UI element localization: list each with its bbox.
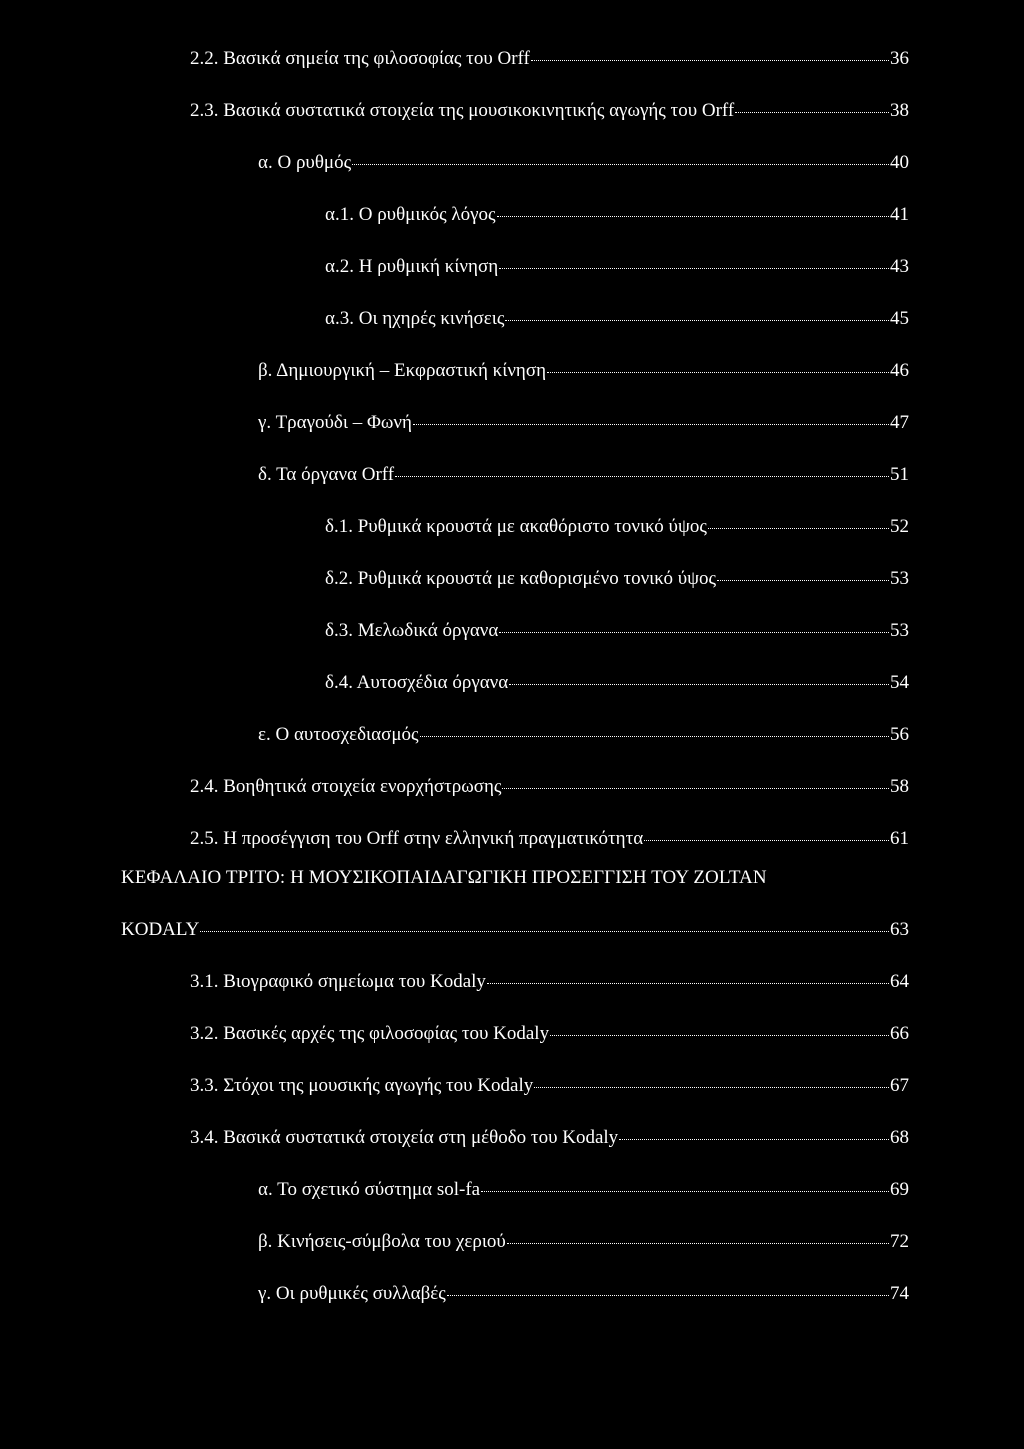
toc-entry-label: β. Κινήσεις-σύμβολα του χεριού <box>258 1231 506 1252</box>
dot-leader <box>619 1139 889 1140</box>
dot-leader <box>509 684 889 685</box>
toc-entry-e <box>258 723 909 747</box>
toc-entry-3-1 <box>190 970 909 994</box>
toc-page-number: 72 <box>890 1231 909 1252</box>
toc-entry-3-4-a <box>258 1178 909 1202</box>
dot-leader <box>502 788 889 789</box>
toc-entry-2-4 <box>190 775 909 799</box>
toc-entry-label: 2.3. Βασικά συστατικά στοιχεία της μουσικοκινητικής αγωγής του Orff <box>190 100 735 121</box>
toc-entry-b <box>258 359 909 383</box>
dot-leader <box>547 372 889 373</box>
toc-entry-d-2 <box>325 567 909 591</box>
chapter-heading: ΚΕΦΑΛΑΙΟ ΤΡΙΤΟ: Η ΜΟΥΣΙΚΟΠΑΙΔΑΓΩΓΙΚΗ ΠΡΟΣΕΓΓΙΣΗ ΤΟΥ ZOLTAN <box>121 867 767 888</box>
dot-leader <box>708 528 889 529</box>
toc-page-number: 58 <box>890 776 909 797</box>
toc-entry-d <box>258 463 909 487</box>
dot-leader <box>499 268 889 269</box>
toc-entry-chapter-3 <box>121 918 909 942</box>
dot-leader <box>447 1295 889 1296</box>
toc-entry-label: γ. Τραγούδι – Φωνή <box>258 412 412 433</box>
toc-page-number: 69 <box>890 1179 909 1200</box>
dot-leader <box>735 112 889 113</box>
toc-entry-a-3 <box>325 307 909 331</box>
toc-entry-label: α. Ο ρυθμός <box>258 152 352 173</box>
dot-leader <box>481 1191 889 1192</box>
toc-entry-c <box>258 411 909 435</box>
toc-page-number: 36 <box>890 48 909 69</box>
toc-page-number: 38 <box>890 100 909 121</box>
toc-page-number: 66 <box>890 1023 909 1044</box>
toc-entry-d-4 <box>325 671 909 695</box>
toc-entry-3-2 <box>190 1022 909 1046</box>
toc-entry-label: δ.2. Ρυθμικά κρουστά με καθορισμένο τονικό ύψος <box>325 568 717 589</box>
toc-page-number: 52 <box>890 516 909 537</box>
toc-page-number: 51 <box>890 464 909 485</box>
toc-entry-label: 2.4. Βοηθητικά στοιχεία ενορχήστρωσης <box>190 776 502 797</box>
toc-entry-label: γ. Οι ρυθμικές συλλαβές <box>258 1283 446 1304</box>
toc-entry-label: 3.2. Βασικές αρχές της φιλοσοφίας του Kodaly <box>190 1023 550 1044</box>
toc-page-number: 41 <box>890 204 909 225</box>
toc-entry-label: δ.1. Ρυθμικά κρουστά με ακαθόριστο τονικό ύψος <box>325 516 707 537</box>
toc-entry-a-1 <box>325 203 909 227</box>
dot-leader <box>497 216 889 217</box>
dot-leader <box>487 983 889 984</box>
toc-entry-label: ε. Ο αυτοσχεδιασμός <box>258 724 419 745</box>
toc-page-number: 54 <box>890 672 909 693</box>
toc-entry-d-3 <box>325 619 909 643</box>
dot-leader <box>413 424 889 425</box>
toc-page-number: 45 <box>890 308 909 329</box>
toc-entry-label: δ. Τα όργανα Orff <box>258 464 395 485</box>
toc-entry-label: 3.1. Βιογραφικό σημείωμα του Kodaly <box>190 971 486 992</box>
toc-page-number: 53 <box>890 568 909 589</box>
toc-entry-label: 3.4. Βασικά συστατικά στοιχεία στη μέθοδο του Kodaly <box>190 1127 619 1148</box>
dot-leader <box>505 320 889 321</box>
toc-entry-label: δ.4. Αυτοσχέδια όργανα <box>325 672 509 693</box>
dot-leader <box>499 632 889 633</box>
dot-leader <box>395 476 889 477</box>
toc-page-number: 63 <box>890 919 909 940</box>
toc-entry-2-5 <box>190 827 909 851</box>
toc-page-number: 40 <box>890 152 909 173</box>
toc-page-number: 68 <box>890 1127 909 1148</box>
toc-page-number: 47 <box>890 412 909 433</box>
toc-entry-label: β. Δημιουργική – Εκφραστική κίνηση <box>258 360 547 381</box>
toc-page-number: 74 <box>890 1283 909 1304</box>
toc-page-number: 67 <box>890 1075 909 1096</box>
dot-leader <box>420 736 889 737</box>
toc-entry-label: 2.5. Η προσέγγιση του Orff στην ελληνική πραγματικότητα <box>190 828 644 849</box>
toc-entry-2-3 <box>190 99 909 123</box>
toc-page-number: 64 <box>890 971 909 992</box>
dot-leader <box>200 931 889 932</box>
toc-entry-label: α.3. Οι ηχηρές κινήσεις <box>325 308 505 329</box>
toc-page-number: 46 <box>890 360 909 381</box>
dot-leader <box>644 840 889 841</box>
toc-page-number: 43 <box>890 256 909 277</box>
dot-leader <box>352 164 889 165</box>
toc-entry-label: 3.3. Στόχοι της μουσικής αγωγής του Kodaly <box>190 1075 534 1096</box>
toc-entry-3-3 <box>190 1074 909 1098</box>
toc-page-number: 56 <box>890 724 909 745</box>
dot-leader <box>507 1243 889 1244</box>
toc-entry-a-2 <box>325 255 909 279</box>
dot-leader <box>550 1035 889 1036</box>
dot-leader <box>534 1087 889 1088</box>
chapter-heading-continued: KODALY <box>121 919 200 940</box>
toc-page-number: 61 <box>890 828 909 849</box>
toc-entry-label: α. Το σχετικό σύστημα sol-fa <box>258 1179 481 1200</box>
toc-entry-a <box>258 151 909 175</box>
toc-entry-label: δ.3. Μελωδικά όργανα <box>325 620 499 641</box>
toc-entry-label: α.2. Η ρυθμική κίνηση <box>325 256 499 277</box>
toc-entry-3-4 <box>190 1126 909 1150</box>
toc-entry-2-2 <box>190 47 909 71</box>
dot-leader <box>717 580 889 581</box>
toc-page-number: 53 <box>890 620 909 641</box>
toc-entry-3-4-b <box>258 1230 909 1254</box>
toc-entry-label: 2.2. Βασικά σημεία της φιλοσοφίας του Orff <box>190 48 530 69</box>
dot-leader <box>531 60 889 61</box>
toc-entry-d-1 <box>325 515 909 539</box>
toc-entry-label: α.1. Ο ρυθμικός λόγος <box>325 204 496 225</box>
toc-entry-3-4-c <box>258 1282 909 1306</box>
